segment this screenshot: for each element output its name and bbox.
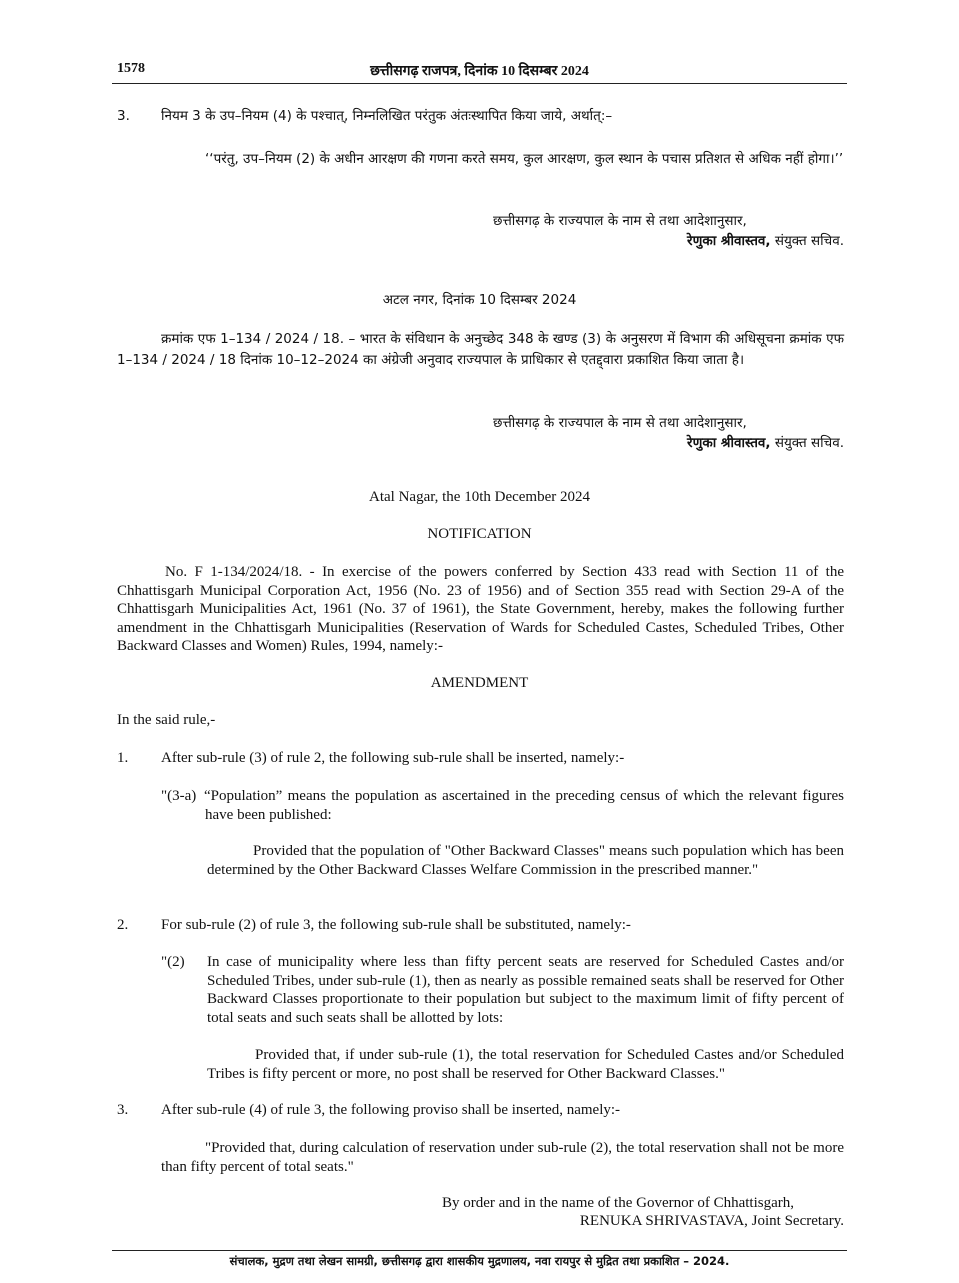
hindi-signature1-name: रेणुका श्रीवास्तव,: [687, 233, 771, 249]
item3-proviso: "Provided that, during calculation of reservation under sub-rule (2), the total reservation shall not be more than fifty percent of total seats.": [161, 1140, 844, 1175]
english-date-line: Atal Nagar, the 10th December 2024: [369, 489, 590, 505]
hindi-item3-number: 3.: [117, 108, 130, 124]
english-signature-line2: RENUKA SHRIVASTAVA, Joint Secretary.: [579, 1213, 844, 1229]
hindi-signature2-designation: संयुक्त सचिव.: [770, 435, 844, 451]
gazette-title: छत्तीसगढ़ राजपत्र, दिनांक 10 दिसम्बर 2024: [370, 64, 589, 79]
item2-sub-label: "(2): [161, 954, 185, 970]
hindi-item3-text: नियम 3 के उप–नियम (4) के पश्चात्, निम्नलिखित परंतुक अंतःस्थापित किया जाये, अर्थात्:–: [161, 108, 613, 124]
item2-number: 2.: [117, 917, 129, 933]
item1-text: After sub-rule (3) of rule 2, the following sub-rule shall be inserted, namely:-: [161, 750, 625, 766]
notification-heading: NOTIFICATION: [427, 526, 532, 542]
hindi-signature2-name-line: [480, 433, 844, 453]
item1-sub-text-content: “Population” means the population as ascertained in the preceding census of which the relevant figures have been published:: [204, 788, 844, 823]
footer-divider: [112, 1250, 847, 1251]
item2-proviso: Provided that, if under sub-rule (1), the total reservation for Scheduled Castes and/or Scheduled Tribes is fifty percent or more, no post shall be reserved for Other Backward Classes.": [207, 1047, 844, 1082]
item1-sub-text: [205, 787, 844, 824]
said-rule-line: In the said rule,-: [117, 712, 216, 728]
header-divider: [112, 83, 847, 84]
item1-sub-label: "(3-a): [161, 788, 197, 804]
hindi-signature1-designation: संयुक्त सचिव.: [770, 233, 844, 249]
english-signature-line1: By order and in the name of the Governor of Chhattisgarh,: [442, 1195, 794, 1211]
hindi-signature1-line1: छत्तीसगढ़ के राज्यपाल के नाम से तथा आदेशानुसार,: [493, 213, 747, 229]
item2-sub-text: In case of municipality where less than fifty percent seats are reserved for Scheduled Castes and/or Scheduled Tribes, under sub-rule (1), then as nearly as possible remained seats shall be reserved for Other Backward Classes proportionate to their population but subject to the maximum limit of fifty percent of total seats and such seats shall be allotted by lots:: [207, 954, 844, 1026]
footer-imprint: संचालक, मुद्रण तथा लेखन सामग्री, छत्तीसगढ़ द्वारा शासकीय मुद्रणालय, नवा रायपुर से मुद्रित तथा प्रकाशित – 2024.: [229, 1254, 730, 1268]
item3-text: After sub-rule (4) of rule 3, the following proviso shall be inserted, namely:-: [161, 1102, 621, 1118]
hindi-date-line: अटल नगर, दिनांक 10 दिसम्बर 2024: [382, 292, 577, 308]
item3-number: 3.: [117, 1102, 129, 1118]
hindi-proviso: ‘‘परंतु, उप–नियम (2) के अधीन आरक्षण की गणना करते समय, कुल आरक्षण, कुल स्थान के पचास प्रतिशत से अधिक नहीं होगा।’’: [205, 151, 844, 167]
notification-intro-paragraph: No. F 1-134/2024/18. - In exercise of the powers conferred by Section 433 read with Section 11 of the Chhattisgarh Municipal Corporation Act, 1956 (No. 23 of 1956) and of Section 355 read with Section 29-A of the Chhattisgarh Municipalities Act, 1961 (No. 37 of 1961), the State Government, hereby, makes the following further amendment in the Chhattisgarh Municipalities (Reservation of Wards for Scheduled Castes, Scheduled Tribes, Other Backward Classes and Women) Rules, 1994, namely:-: [117, 564, 844, 654]
item1-proviso: Provided that the population of "Other Backward Classes" means such population which has been determined by the Other Backward Classes Welfare Commission in the prescribed manner.": [207, 843, 844, 878]
hindi-signature2-name: रेणुका श्रीवास्तव,: [687, 435, 771, 451]
item1-number: 1.: [117, 750, 129, 766]
page-number: 1578: [117, 61, 145, 76]
hindi-signature2-line1: छत्तीसगढ़ के राज्यपाल के नाम से तथा आदेशानुसार,: [493, 415, 747, 431]
hindi-signature1-name-line: [480, 231, 844, 251]
amendment-heading: AMENDMENT: [430, 675, 529, 691]
item2-text: For sub-rule (2) of rule 3, the following sub-rule shall be substituted, namely:-: [161, 917, 631, 933]
hindi-notice-paragraph: क्रमांक एफ 1–134 / 2024 / 18. – भारत के संविधान के अनुच्छेद 348 के खण्ड (3) के अनुसरण में विभाग की अधिसूचना क्रमांक एफ 1–134 / 2024 / 18 दिनांक 10–12–2024 का अंग्रेजी अनुवाद राज्यपाल के प्राधिकार से एतद्द्वारा प्रकाशित किया जाता है।: [117, 331, 844, 368]
